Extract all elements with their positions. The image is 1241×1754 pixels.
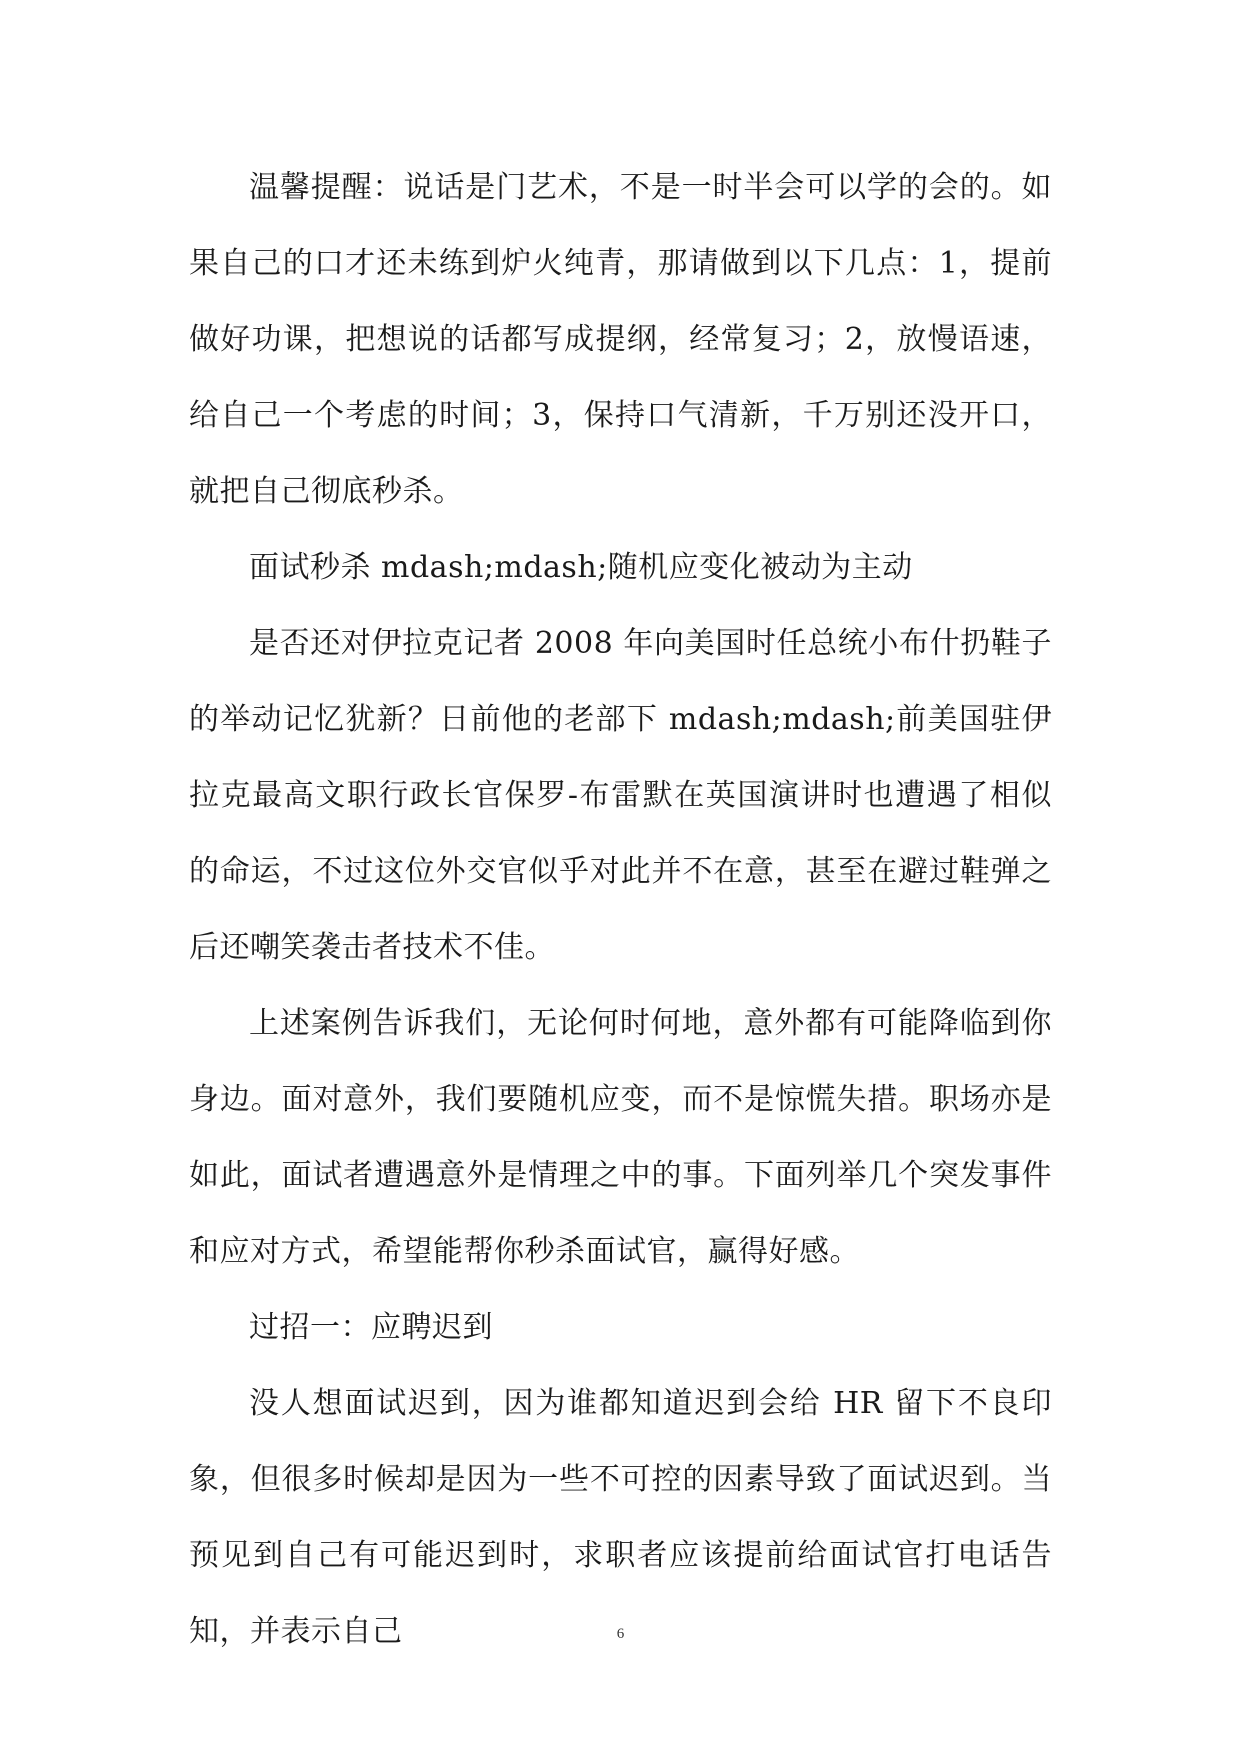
page-number: 6 bbox=[616, 1626, 625, 1642]
paragraph-late-interview: 没人想面试迟到，因为谁都知道迟到会给 HR 留下不良印象，但很多时候却是因为一些不可控的因素导致了面试迟到。当预见到自己有可能迟到时，求职者应该提前给面试官打电话告知，并表示自己 bbox=[189, 1386, 1052, 1649]
section-heading: 面试秒杀 mdash;mdash;随机应变化被动为主动 bbox=[249, 550, 913, 585]
paragraph-iraq-story: 是否还对伊拉克记者 2008 年向美国时任总统小布什扔鞋子的举动记忆犹新？日前他的老部下 mdash;mdash;前美国驻伊拉克最高文职行政长官保罗-布雷默在英国演讲时也遭遇了相似的命运，不过这位外交官似乎对此并不在意，甚至在避过鞋弹之后还嘲笑袭击者技术不佳。 bbox=[189, 626, 1052, 965]
subsection-heading-late: 过招一：应聘迟到 bbox=[249, 1310, 493, 1345]
page-body bbox=[189, 150, 1052, 1670]
paragraph-tip: 温馨提醒：说话是门艺术，不是一时半会可以学的会的。如果自己的口才还未练到炉火纯青，那请做到以下几点：1，提前做好功课，把想说的话都写成提纲，经常复习；2，放慢语速，给自己一个考虑的时间；3，保持口气清新，千万别还没开口，就把自己彻底秒杀。 bbox=[189, 170, 1052, 509]
paragraph-case-lesson: 上述案例告诉我们，无论何时何地，意外都有可能降临到你身边。面对意外，我们要随机应变，而不是惊慌失措。职场亦是如此，面试者遭遇意外是情理之中的事。下面列举几个突发事件和应对方式，希望能帮你秒杀面试官，赢得好感。 bbox=[189, 1006, 1052, 1269]
